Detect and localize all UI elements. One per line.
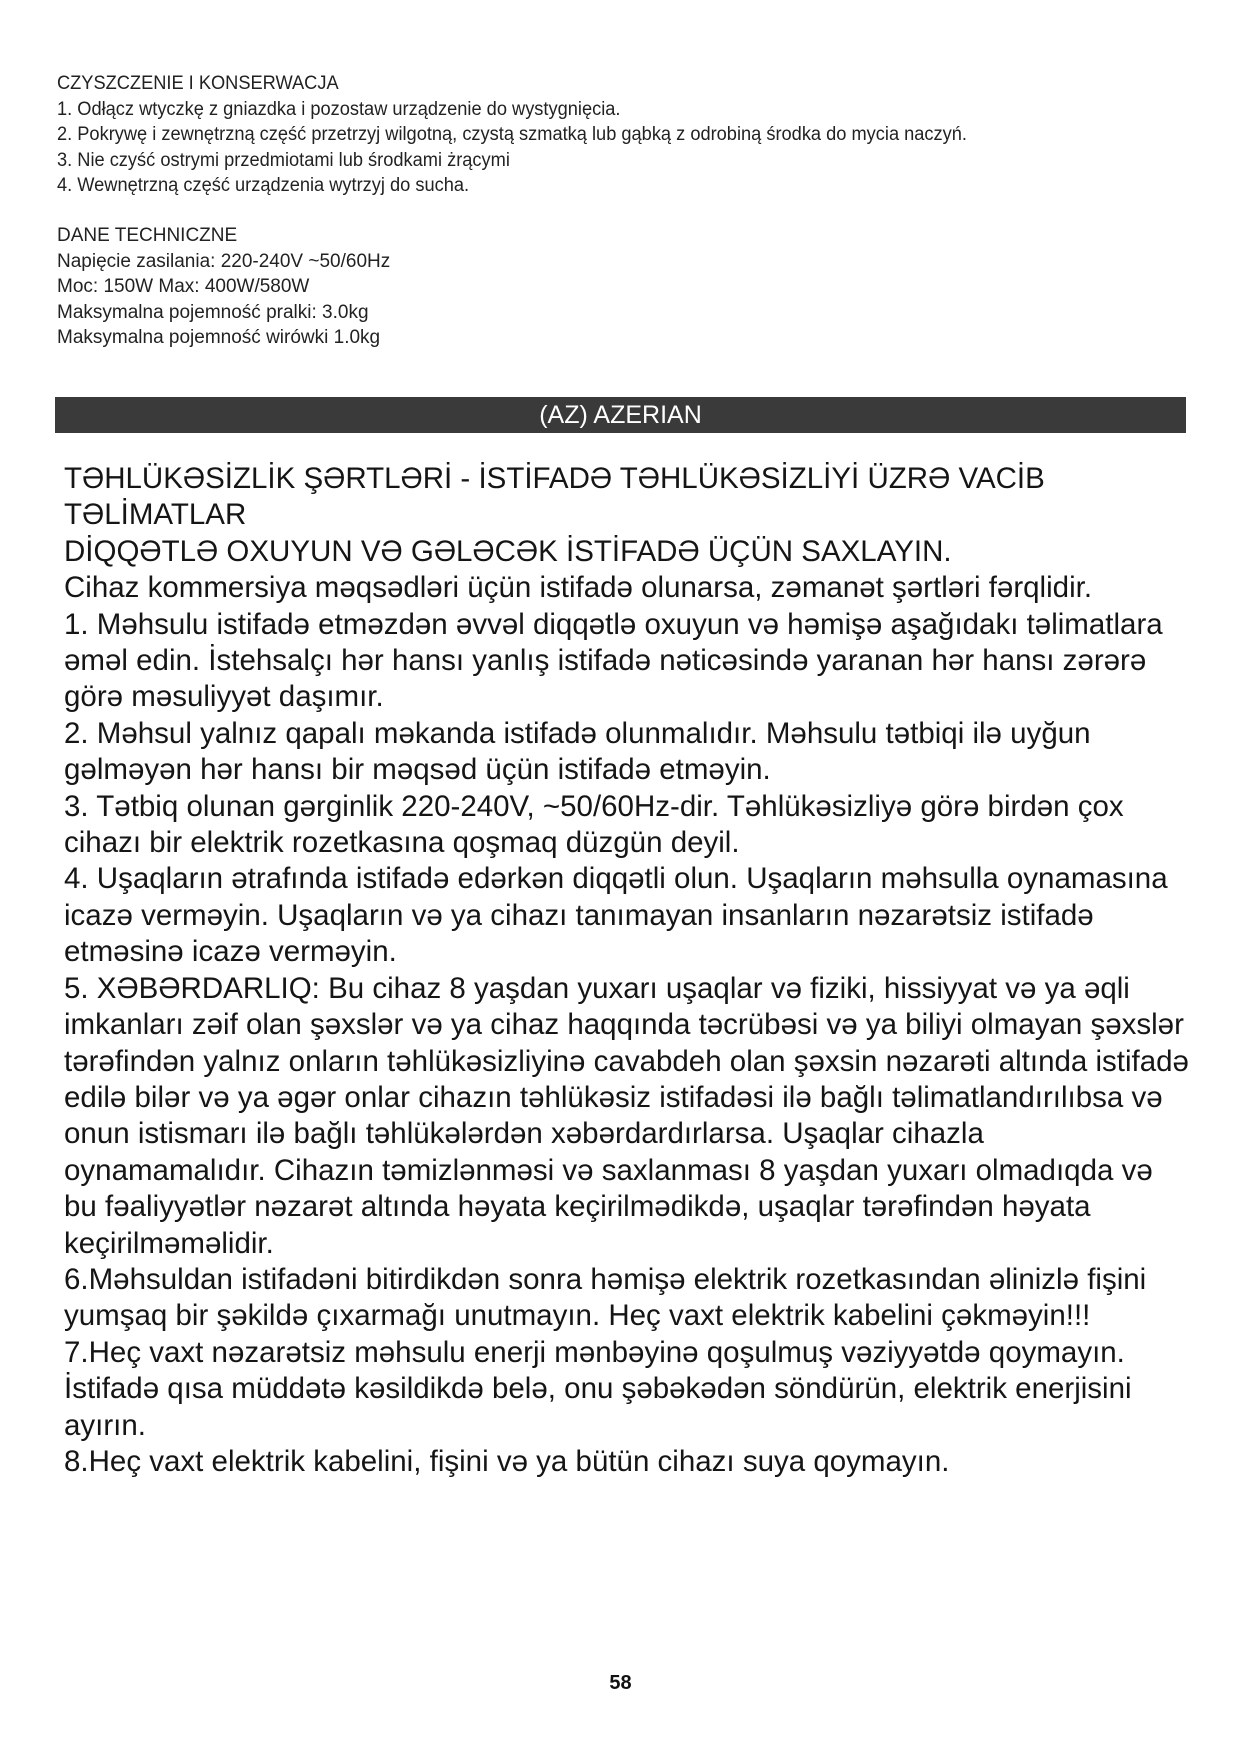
az-title: TƏHLÜKƏSİZLİK ŞƏRTLƏRİ - İSTİFADƏ TƏHLÜKƏSİZLİYİ ÜZRƏ VACİB TƏLİMATLAR [64, 462, 1045, 532]
az-item: 1. Məhsulu istifadə etməzdən əvvəl diqqətlə oxuyun və həmişə aşağıdakı təlimatlara əməl edin. İstehsalçı hər hansı yanlış istifadə nəticəsində yaranan hər hansı zərərə görə məsuliyyət daşımır. [64, 607, 1163, 714]
polish-cleaning-section [57, 71, 1141, 199]
az-item: 2. Məhsul yalnız qapalı məkanda istifadə olunmalıdır. Məhsulu tətbiqi ilə uyğun gəlməyən hər hansı bir məqsəd üçün istifadə etməyin. [64, 716, 1091, 787]
cleaning-item: 2. Pokrywę i zewnętrzną część przetrzyj wilgotną, czystą szmatką lub gąbką z odrobiną środka do mycia naczyń. [57, 124, 967, 145]
az-intro: Cihaz kommersiya məqsədləri üçün istifadə olunarsa, zəmanət şərtləri fərqlidir. [64, 571, 1093, 605]
az-item: 8.Heç vaxt elektrik kabelini, fişini və ya bütün cihazı suya qoymayın. [64, 1444, 950, 1478]
polish-tech-section [57, 223, 1187, 351]
tech-item: Maksymalna pojemność pralki: 3.0kg [57, 301, 369, 323]
azerbaijani-section [64, 461, 1189, 1480]
cleaning-item: 1. Odłącz wtyczkę z gniazdka i pozostaw urządzenie do wystygnięcia. [57, 98, 621, 120]
az-item: 6.Məhsuldan istifadəni bitirdikdən sonra həmişə elektrik rozetkasından əlinizlə fişini yumşaq bir şəkildə çıxarmağı unutmayın. Heç vaxt elektrik kabelini çəkməyin!!! [64, 1262, 1147, 1333]
cleaning-heading: CZYSZCZENIE I KONSERWACJA [57, 73, 339, 94]
language-banner: (AZ) AZERIAN [55, 397, 1186, 433]
az-subtitle: DİQQƏTLƏ OXUYUN VƏ GƏLƏCƏK İSTİFADƏ ÜÇÜN SAXLAYIN. [64, 534, 952, 568]
tech-item: Napięcie zasilania: 220-240V ~50/60Hz [57, 250, 391, 272]
az-item: 5. XƏBƏRDARLIQ: Bu cihaz 8 yaşdan yuxarı uşaqlar və fiziki, hissiyyat və ya əqli imkanları zəif olan şəxslər və ya cihaz haqqında təcrübəsi və ya biliyi olmayan şəxslər tərəfindən yalnız onların təhlükəsizliyinə cavabdeh olan şəxsin nəzarəti altında istifadə edilə bilər və ya əgər onlar cihazın təhlükəsiz istifadəsi ilə bağlı təlimatlandırılıbsa və onun istismarı ilə bağlı təhlükələrdən xəbərdardırlarsa. Uşaqlar cihazla oynamamalıdır. Cihazın təmizlənməsi və saxlanması 8 yaşdan yuxarı olmadıqda və bu fəaliyyətlər nəzarət altında həyata keçirilmədikdə, uşaqlar tərəfindən həyata keçirilməməlidir. [64, 971, 1189, 1260]
tech-heading: DANE TECHNICZNE [57, 225, 238, 246]
az-item: 3. Tətbiq olunan gərginlik 220-240V, ~50/60Hz-dir. Təhlükəsizliyə görə birdən çox cihazı bir elektrik rozetkasına qoşmaq düzgün deyil. [64, 789, 1124, 860]
az-item: 7.Heç vaxt nəzarətsiz məhsulu enerji mənbəyinə qoşulmuş vəziyyətdə qoymayın. İstifadə qısa müddətə kəsildikdə belə, onu şəbəkədən söndürün, elektrik enerjisini ayırın. [64, 1335, 1132, 1442]
tech-item: Maksymalna pojemność wirówki 1.0kg [57, 327, 381, 348]
tech-item: Moc: 150W Max: 400W/580W [57, 276, 310, 297]
cleaning-item: 4. Wewnętrzną część urządzenia wytrzyj do sucha. [57, 175, 470, 196]
cleaning-item: 3. Nie czyść ostrymi przedmiotami lub środkami żrącymi [57, 149, 510, 171]
az-item: 4. Uşaqların ətrafında istifadə edərkən diqqətli olun. Uşaqların məhsulla oynamasına icazə verməyin. Uşaqların və ya cihazı tanımayan insanların nəzarətsiz istifadə etməsinə icazə verməyin. [64, 862, 1168, 969]
page-number: 58 [609, 1672, 632, 1694]
